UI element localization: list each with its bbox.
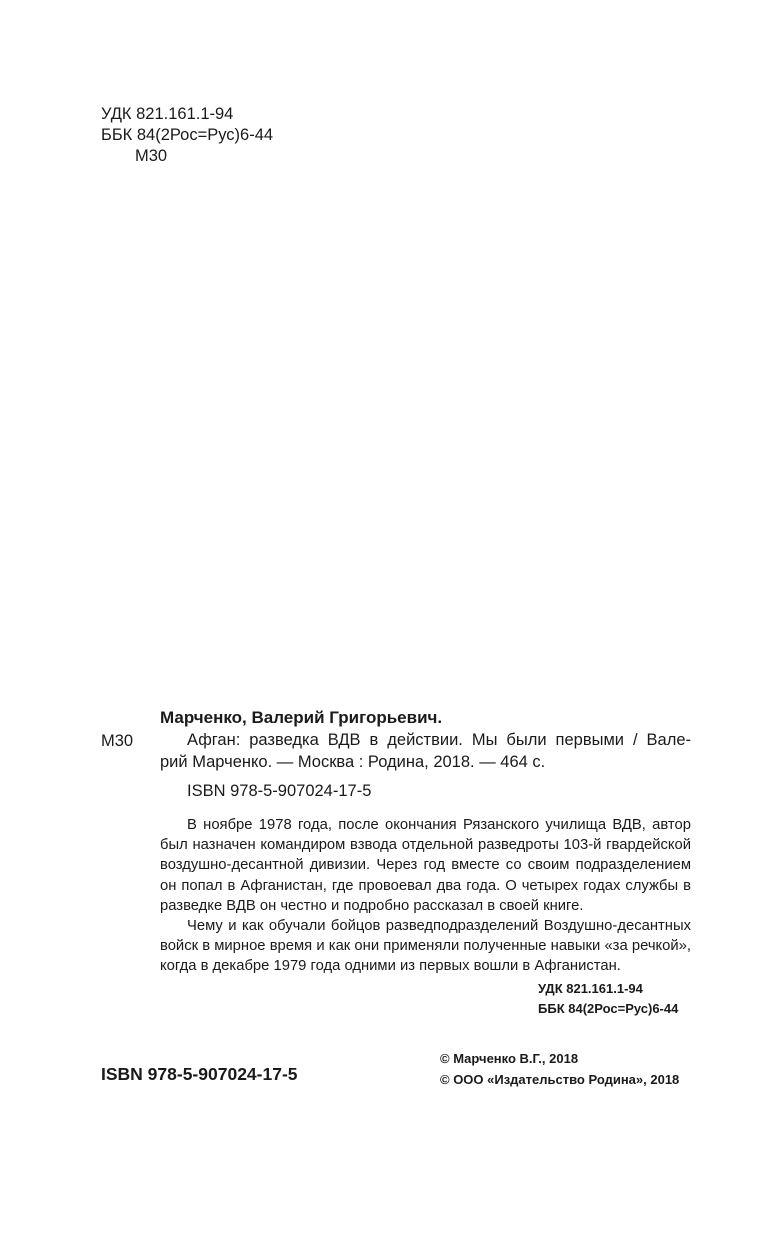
card-bbk-code: ББК 84(2Рос=Рус)6-44 xyxy=(538,1001,679,1016)
title-line-1: Афган: разведка ВДВ в действии. Мы были первыми / Вале- xyxy=(187,731,691,749)
card-udk-code: УДК 821.161.1-94 xyxy=(538,981,643,996)
card-isbn: ISBN 978-5-907024-17-5 xyxy=(187,782,372,800)
card-author: Марченко, Валерий Григорьевич. xyxy=(160,708,443,727)
card-classification-codes xyxy=(538,979,678,1019)
annotation-paragraph-2: Чему и как обучали бойцов разведподразделений Воздушно-десантных войск в мирное время и как они применяли полученные навыки «за речкой», когда в декабре 1979 года одними из первых вошли в Афганистан. xyxy=(160,918,691,975)
footer-isbn: ISBN 978-5-907024-17-5 xyxy=(101,1064,298,1084)
card-author-mark: М30 xyxy=(101,732,134,750)
copyright-author: © Марченко В.Г., 2018 xyxy=(440,1051,579,1066)
card-annotation xyxy=(160,815,691,977)
author-mark: М30 xyxy=(135,147,168,165)
annotation-paragraph-1: В ноябре 1978 года, после окончания Рязанского училища ВДВ, автор был назначен командиром взвода отдельной разведроты 103-й гвардейской воздушно-десантной дивизии. Через год вместе со своим подразделением он попал в Афганистан, где провоевал два года. О четырех годах службы в разведке ВДВ он честно и подробно рассказал в своей книге. xyxy=(160,817,691,914)
copyright-publisher: © ООО «Издательство Родина», 2018 xyxy=(440,1072,680,1087)
udk-code: УДК 821.161.1-94 xyxy=(101,105,234,123)
top-classification-codes xyxy=(101,104,273,167)
title-line-2: рий Марченко. — Москва : Родина, 2018. — 464 с. xyxy=(160,753,546,771)
copyright-block xyxy=(440,1048,679,1090)
card-bibliographic-description xyxy=(160,729,691,773)
bbk-code: ББК 84(2Рос=Рус)6-44 xyxy=(101,126,274,144)
